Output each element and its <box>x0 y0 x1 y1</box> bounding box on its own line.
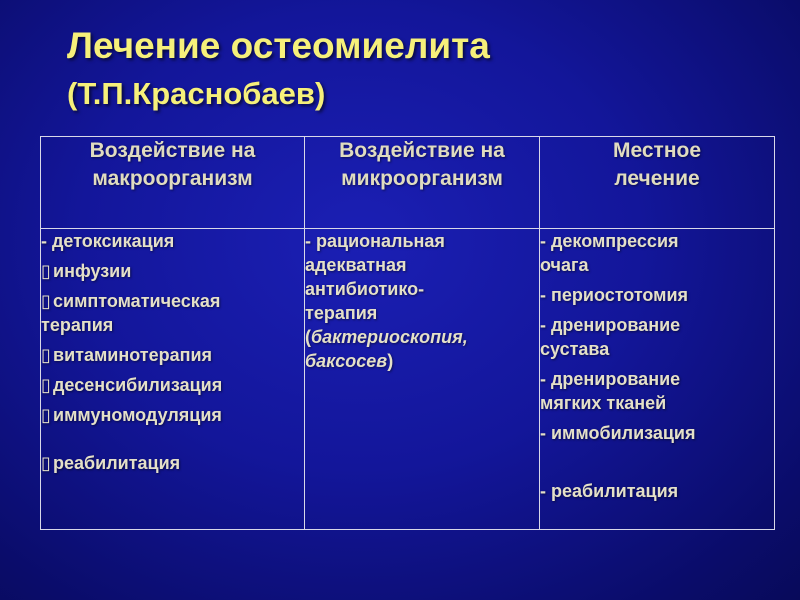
bullet-icon: ▯ <box>41 453 51 473</box>
list-item <box>41 403 304 427</box>
text-line: - рациональная <box>305 231 445 251</box>
list-item: - иммобилизация <box>540 423 696 443</box>
list-item <box>41 289 304 313</box>
list-item-continuation: мягких тканей <box>540 393 667 413</box>
list-item <box>41 373 304 397</box>
italic-text: баксосев <box>305 351 388 371</box>
text-line <box>305 325 539 349</box>
header-macroorganism <box>41 137 305 229</box>
list-item <box>41 451 304 475</box>
list-item: - периостотомия <box>540 285 689 305</box>
table-header-row <box>41 137 775 229</box>
list-item <box>41 259 304 283</box>
header-local-treatment <box>540 137 775 229</box>
list-item-text: иммуномодуляция <box>53 405 222 425</box>
bullet-icon: ▯ <box>41 291 51 311</box>
list-item-continuation: сустава <box>540 339 610 359</box>
paren-close: ) <box>387 351 394 371</box>
bullet-icon: ▯ <box>41 375 51 395</box>
paren-open: ( <box>305 327 311 347</box>
list-item: - дренирование <box>540 369 681 389</box>
list-item: - декомпрессия <box>540 231 679 251</box>
list-item-text: витаминотерапия <box>53 345 213 365</box>
list-item-text: десенсибилизация <box>53 375 223 395</box>
text-line <box>305 349 539 373</box>
bullet-icon: ▯ <box>41 261 51 281</box>
list-item <box>41 343 304 367</box>
header-line: Воздействие на <box>339 139 505 162</box>
header-line: лечение <box>614 167 700 190</box>
list-item-continuation: очага <box>540 255 589 275</box>
text-line: адекватная <box>305 255 407 275</box>
text-line: антибиотико- <box>305 279 425 299</box>
list-item: - детоксикация <box>41 231 175 251</box>
list-item-text: инфузии <box>53 261 132 281</box>
microorganism-cell <box>305 229 540 530</box>
slide-subtitle: (Т.П.Краснобаев) <box>67 76 326 111</box>
bullet-icon: ▯ <box>41 405 51 425</box>
table-body-row <box>41 229 775 530</box>
bullet-icon: ▯ <box>41 345 51 365</box>
italic-text: бактериоскопия, <box>311 327 468 347</box>
header-line: микроорганизм <box>341 167 503 190</box>
header-line: макроорганизм <box>92 167 253 190</box>
macroorganism-cell <box>41 229 305 530</box>
treatment-table <box>40 136 775 530</box>
list-item: - дренирование <box>540 315 681 335</box>
list-item-text: реабилитация <box>53 453 181 473</box>
list-item-text: симптоматическая <box>53 291 221 311</box>
slide-title: Лечение остеомиелита <box>67 25 490 66</box>
header-microorganism <box>305 137 540 229</box>
header-line: Воздействие на <box>89 139 256 162</box>
list-item: - реабилитация <box>540 481 679 501</box>
local-treatment-cell <box>540 229 775 530</box>
text-line: терапия <box>305 303 378 323</box>
header-line: Местное <box>612 139 702 162</box>
list-item-continuation: терапия <box>41 315 114 335</box>
